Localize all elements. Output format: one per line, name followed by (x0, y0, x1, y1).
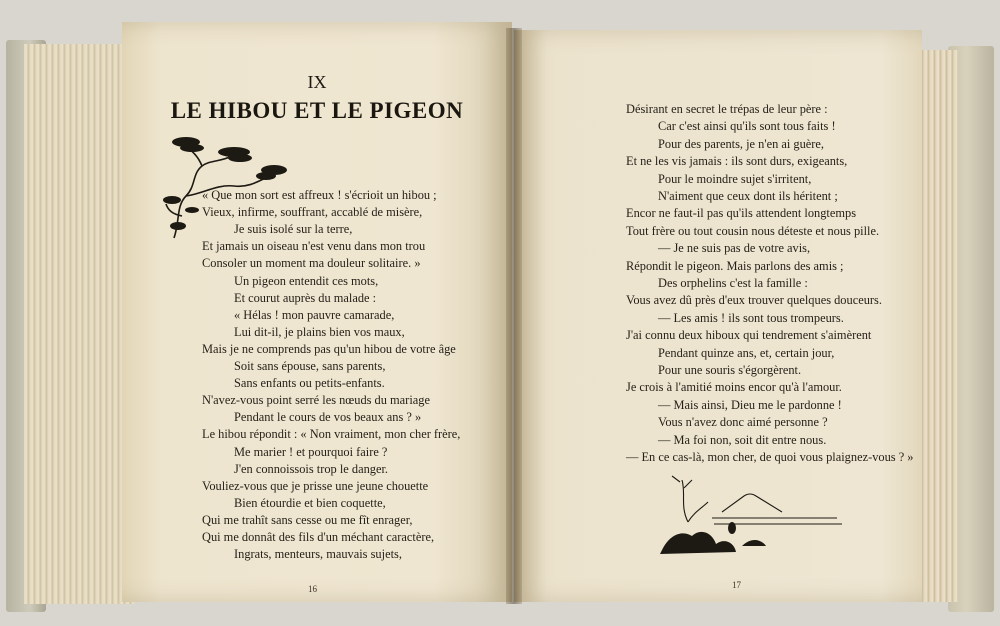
mount-fuji-landscape-vignette (652, 472, 852, 562)
page-number-left: 16 (308, 584, 317, 594)
left-page (122, 22, 512, 602)
verse-line: Et ne les vis jamais : ils sont durs, exigeants, (626, 154, 848, 169)
verse-line: Sans enfants ou petits-enfants. (234, 376, 385, 391)
verse-line: Vieux, infirme, souffrant, accablé de misère, (202, 205, 423, 220)
verse-line: Mais je ne comprends pas qu'un hibou de votre âge (202, 341, 456, 356)
book-gutter (506, 28, 522, 604)
verse-line: N'aiment que ceux dont ils héritent ; (658, 189, 838, 203)
verse-line: — Mais ainsi, Dieu me le pardonne ! (658, 397, 842, 412)
page-number-right: 17 (732, 580, 741, 590)
verse-line: Je suis isolé sur la terre, (234, 222, 353, 237)
verse-line: Des orphelins c'est la famille : (658, 276, 808, 290)
verse-line: Me marier ! et pourquoi faire ? (234, 444, 388, 459)
verse-line: — En ce cas-là, mon cher, de quoi vous plaignez-vous ? » (626, 450, 914, 464)
chapter-title: LE HIBOU ET LE PIGEON (170, 98, 464, 123)
verse-line: — Les amis ! ils sont tous trompeurs. (658, 310, 844, 325)
verse-line: Pendant le cours de vos beaux ans ? » (234, 410, 422, 425)
verse-line: Vouliez-vous que je prisse une jeune chouette (202, 478, 429, 493)
verse-line: Un pigeon entendit ces mots, (234, 273, 379, 288)
right-page (514, 30, 922, 602)
verse-line: — Je ne suis pas de votre avis, (658, 241, 811, 256)
verse-line: Je crois à l'amitié moins encor qu'à l'amour. (626, 380, 842, 395)
verse-line: Le hibou répondit : « Non vraiment, mon cher frère, (202, 427, 461, 442)
verse-line: Tout frère ou tout cousin nous déteste et nous pille. (626, 223, 880, 238)
verse-line: Vous avez dû près d'eux trouver quelques douceurs. (626, 293, 882, 308)
page-edges-left (24, 44, 134, 604)
verse-line: Qui me donnât des fils d'un méchant caractère, (202, 530, 435, 544)
verse-line: Car c'est ainsi qu'ils sont tous faits ! (658, 119, 836, 134)
verse-line: Pour le moindre sujet s'irritent, (658, 171, 812, 186)
verse-line: N'avez-vous point serré les nœuds du mariage (202, 393, 430, 408)
verse-line: Vous n'avez donc aimé personne ? (658, 415, 828, 430)
verse-line: Soit sans épouse, sans parents, (234, 359, 386, 373)
verse-line: Désirant en secret le trépas de leur père : (626, 102, 828, 116)
verse-line: Répondit le pigeon. Mais parlons des amis ; (626, 258, 844, 273)
verse-line: Et courut auprès du malade : (234, 290, 377, 305)
verse-line: Bien étourdie et bien coquette, (234, 495, 386, 510)
verse-line: J'ai connu deux hiboux qui tendrement s'aimèrent (626, 328, 872, 343)
verse-line: Ingrats, menteurs, mauvais sujets, (234, 547, 402, 562)
verse-line: Pour une souris s'égorgèrent. (658, 363, 802, 377)
verse-line: Pendant quinze ans, et, certain jour, (658, 345, 835, 360)
verse-line: — Ma foi non, soit dit entre nous. (658, 432, 827, 447)
verse-line: J'en connoissois trop le danger. (234, 461, 388, 476)
verse-line: Et jamais un oiseau n'est venu dans mon trou (202, 239, 426, 254)
verse-line: Qui me trahît sans cesse ou me fît enrager, (202, 512, 413, 527)
verse-line: Pour des parents, je n'en ai guère, (658, 136, 825, 151)
verse-line: Encor ne faut-il pas qu'ils attendent longtemps (626, 206, 857, 221)
verse-line: Consoler un moment ma douleur solitaire. » (202, 256, 421, 271)
verse-line: « Que mon sort est affreux ! s'écrioit un hibou ; (202, 188, 437, 202)
chapter-number: IX (307, 72, 327, 92)
verse-line: « Hélas ! mon pauvre camarade, (234, 307, 395, 322)
page-edges-right (918, 50, 958, 602)
verse-line: Lui dit-il, je plains bien vos maux, (234, 324, 405, 339)
